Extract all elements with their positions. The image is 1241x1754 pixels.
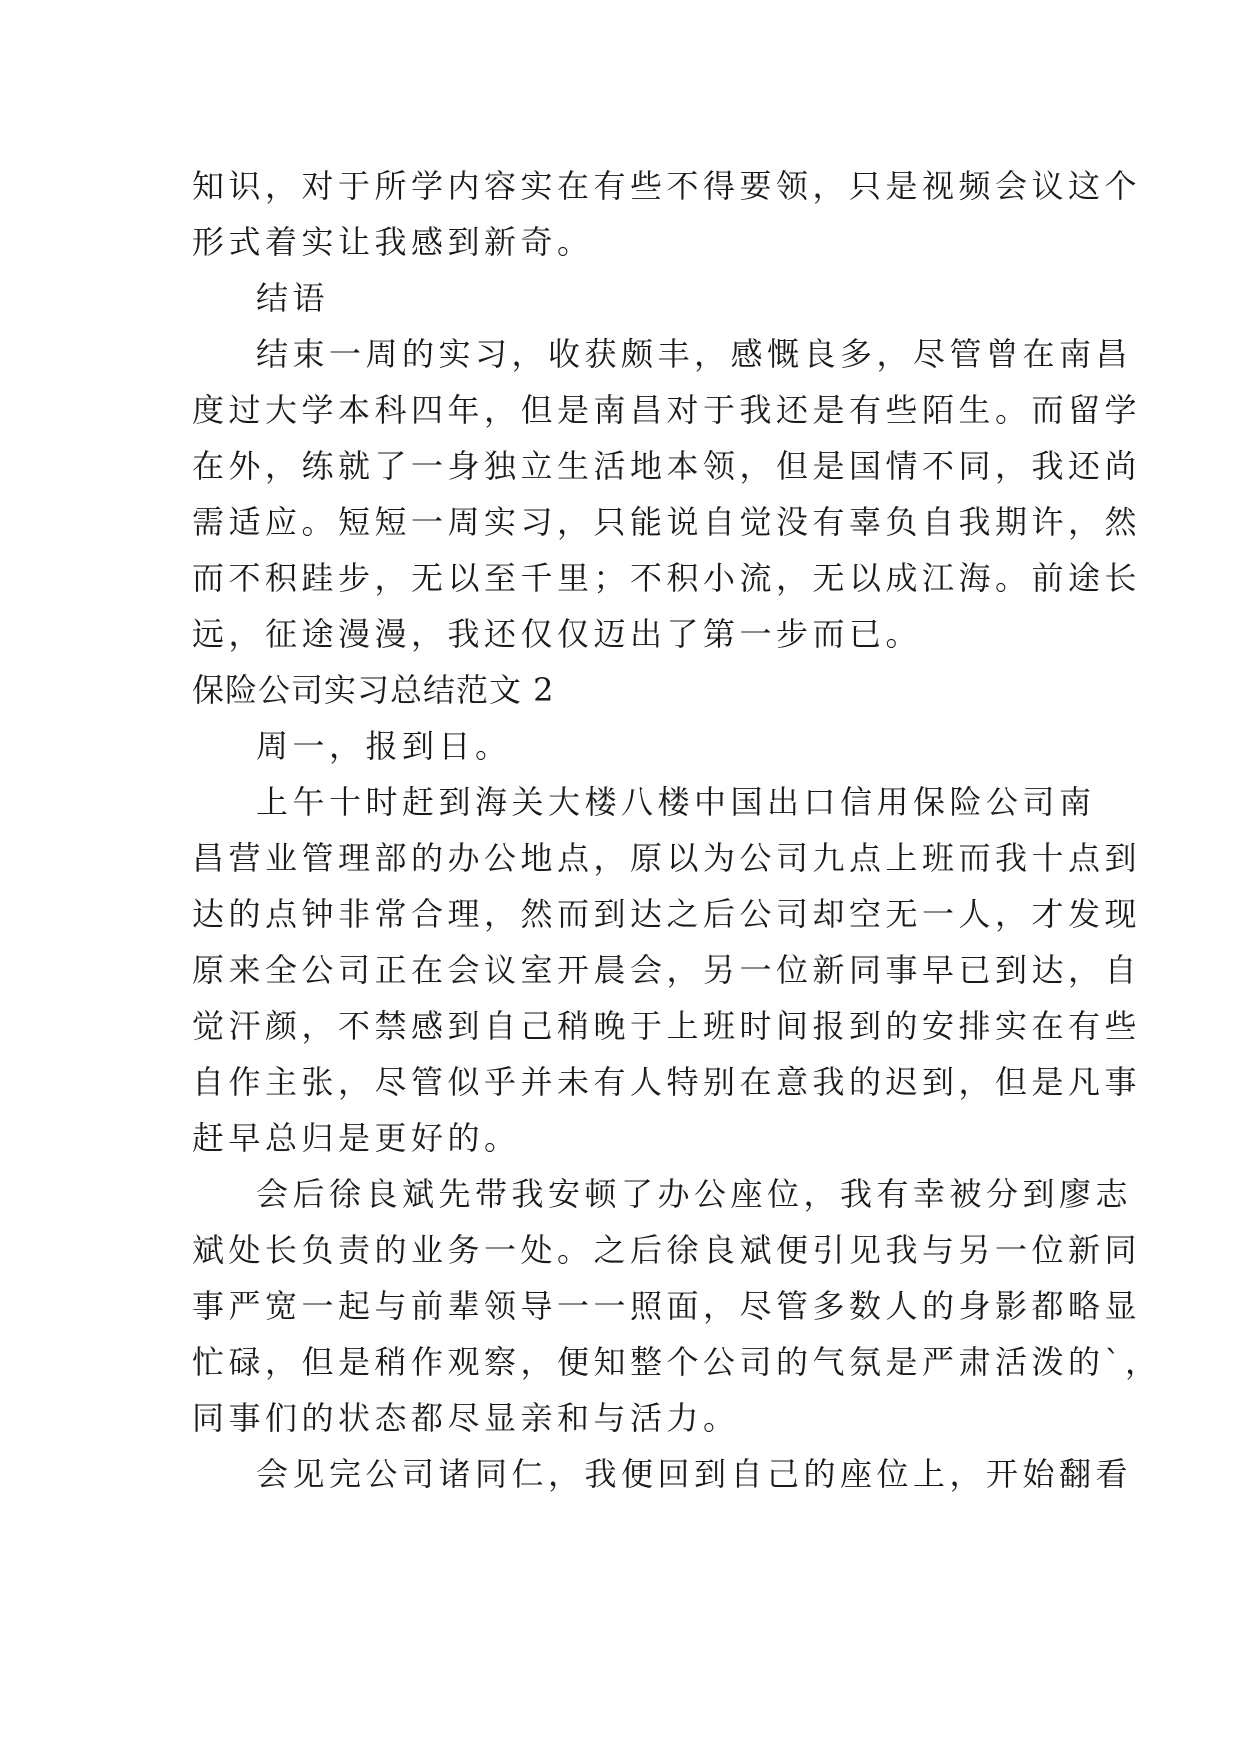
text-line: 需适应。短短一周实习，只能说自觉没有辜负自我期许，然: [192, 503, 1142, 541]
text-line: 原来全公司正在会议室开晨会，另一位新同事早已到达，自: [192, 951, 1142, 989]
text-line: 而不积跬步，无以至千里；不积小流，无以成江海。前途长: [192, 559, 1142, 597]
text-line: 忙碌，但是稍作观察，便知整个公司的气氛是严肃活泼的`，: [192, 1343, 1162, 1381]
document-title: 保险公司实习总结范文 2: [192, 671, 555, 709]
text-line: 觉汗颜，不禁感到自己稍晚于上班时间报到的安排实在有些: [192, 1007, 1142, 1045]
text-line: 自作主张，尽管似乎并未有人特别在意我的迟到，但是凡事: [192, 1063, 1142, 1101]
text-line: 赶早总归是更好的。: [192, 1119, 521, 1157]
text-line: 事严宽一起与前辈领导一一照面，尽管多数人的身影都略显: [192, 1287, 1142, 1325]
text-line: 上午十时赶到海关大楼八楼中国出口信用保险公司南: [256, 783, 1096, 821]
text-line: 度过大学本科四年，但是南昌对于我还是有些陌生。而留学: [192, 391, 1142, 429]
text-line: 昌营业管理部的办公地点，原以为公司九点上班而我十点到: [192, 839, 1142, 877]
text-line: 达的点钟非常合理，然而到达之后公司却空无一人，才发现: [192, 895, 1142, 933]
text-line: 知识，对于所学内容实在有些不得要领，只是视频会议这个: [192, 167, 1142, 205]
text-line: 形式着实让我感到新奇。: [192, 223, 594, 261]
text-line: 结束一周的实习，收获颇丰，感慨良多，尽管曾在南昌: [256, 335, 1133, 373]
text-line: 斌处长负责的业务一处。之后徐良斌便引见我与另一位新同: [192, 1231, 1142, 1269]
text-line: 远，征途漫漫，我还仅仅迈出了第一步而已。: [192, 615, 923, 653]
text-line: 在外，练就了一身独立生活地本领，但是国情不同，我还尚: [192, 447, 1142, 485]
text-line: 周一，报到日。: [256, 727, 512, 765]
text-line: 会见完公司诸同仁，我便回到自己的座位上，开始翻看: [256, 1455, 1133, 1493]
text-line: 同事们的状态都尽显亲和与活力。: [192, 1399, 740, 1437]
text-line: 会后徐良斌先带我安顿了办公座位，我有幸被分到廖志: [256, 1175, 1133, 1213]
section-heading: 结语: [256, 279, 330, 317]
